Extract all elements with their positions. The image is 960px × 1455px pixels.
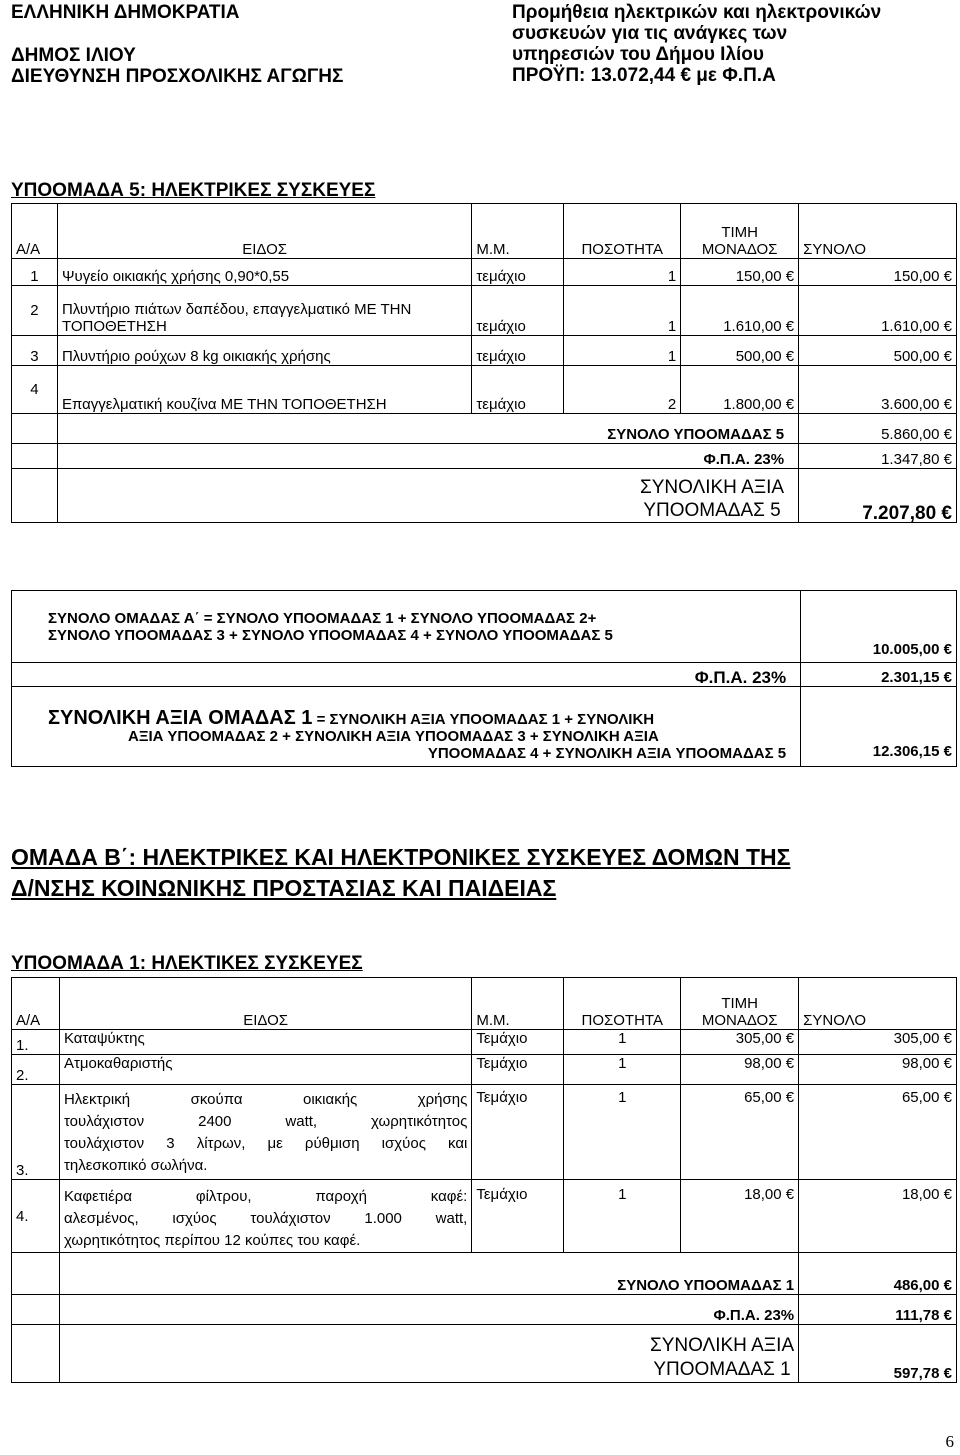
grand-label-block [640, 476, 784, 522]
cell-qty: 1 [564, 1085, 681, 1180]
cell-item-line: αλεσμένος, ισχύος τουλάχιστον 1.000 watt, [63, 1210, 468, 1227]
cell-item [59, 1085, 471, 1180]
header-left [11, 2, 343, 87]
cell-price: 18,00 € [681, 1180, 799, 1253]
cell-unit: Τεμάχιο [472, 1180, 564, 1253]
cell-item: Ατμοκαθαριστής [59, 1055, 471, 1085]
header-right-line: Προμήθεια ηλεκτρικών και ηλεκτρονικών [512, 2, 882, 23]
col-item: ΕΙΔΟΣ [59, 978, 471, 1030]
cell-aa: 1 [12, 259, 58, 286]
cell-aa: 3 [12, 336, 58, 366]
empty-cell [12, 414, 58, 444]
cell-item: Επαγγελματική κουζίνα ΜΕ ΤΗΝ ΤΟΠΟΘΕΤΗΣΗ [57, 366, 471, 414]
cell-total: 150,00 € [799, 259, 957, 286]
cell-aa: 4 [12, 366, 58, 414]
col-total: ΣΥΝΟΛΟ [799, 978, 957, 1030]
groupB-title-line: ΟΜΑΔΑ Β΄: ΗΛΕΚΤΡΙΚΕΣ ΚΑΙ ΗΛΕΚΤΡΟΝΙΚΕΣ ΣΥΣΚΕΥΕΣ ΔΟΜΩΝ ΤΗΣ [11, 844, 791, 870]
table-row [12, 1085, 957, 1180]
cell-price: 305,00 € [681, 1030, 799, 1055]
cell-price: 98,00 € [681, 1055, 799, 1085]
cell-qty: 1 [564, 1180, 681, 1253]
cell-price: 150,00 € [681, 259, 799, 286]
cell-price: 500,00 € [681, 336, 799, 366]
groupA-sum: 10.005,00 € [801, 591, 957, 663]
cell-aa: 4. [12, 1180, 60, 1253]
cell-unit: τεμάχιο [472, 366, 564, 414]
cell-unit: τεμάχιο [472, 286, 564, 336]
header-left-line: ΕΛΛΗΝΙΚΗ ΔΗΜΟΚΡΑΤΙΑ [11, 2, 240, 23]
header-right-line: ΠΡΟΫΠ: 13.072,44 € με Φ.Π.Α [512, 65, 776, 86]
grand-label-line: ΥΠΟΟΜΑΔΑΣ 5 [643, 500, 781, 521]
grand-label-line: ΣΥΝΟΛΙΚΗ ΑΞΙΑ [639, 477, 785, 498]
groupA-grand: 12.306,15 € [801, 687, 957, 767]
cell-item-line: χωρητικότητος περίπου 12 κούπες του καφέ. [63, 1232, 361, 1249]
vat-row [12, 444, 957, 469]
cell-item: Πλυντήριο ρούχων 8 kg οικιακής χρήσης [57, 336, 471, 366]
cell-item: Ψυγείο οικιακής χρήσης 0,90*0,55 [57, 259, 471, 286]
cell-item: Καταψύκτης [59, 1030, 471, 1055]
col-aa: Α/Α [12, 978, 60, 1030]
cell-aa: 1. [12, 1030, 60, 1055]
table-row [12, 259, 957, 286]
groupA-vat-row [12, 663, 957, 687]
sum-value: 486,00 € [799, 1253, 957, 1295]
cell-price: 65,00 € [681, 1085, 799, 1180]
vat-value: 1.347,80 € [799, 444, 957, 469]
col-unit: Μ.Μ. [472, 204, 564, 259]
empty-cell [12, 1295, 60, 1325]
cell-qty: 1 [564, 336, 681, 366]
col-aa: Α/Α [12, 204, 58, 259]
empty-cell [12, 469, 58, 523]
grand-value: 7.207,80 € [799, 469, 957, 523]
header-right-line: υπηρεσιών του Δήμου Ιλίου [512, 44, 764, 65]
empty-cell [12, 444, 58, 469]
cell-total: 98,00 € [799, 1055, 957, 1085]
header-right-line: συσκευών για τις ανάγκες των [512, 23, 788, 44]
col-qty: ΠΟΣΟΤΗΤΑ [564, 978, 681, 1030]
sum-label: ΣΥΝΟΛΟ ΥΠΟΟΜΑΔΑΣ 1 [59, 1253, 798, 1295]
sum-row [12, 414, 957, 444]
grand-row [12, 469, 957, 523]
cell-item-line: τουλάχιστον 2400 watt, χωρητικότητος [63, 1113, 468, 1130]
groupA-grand-line: ΥΠΟΟΜΑΔΑΣ 4 + ΣΥΝΟΛΙΚΗ ΑΞΙΑ ΥΠΟΟΜΑΔΑΣ 5 [427, 745, 787, 762]
cell-item-line: τουλάχιστον 3 λίτρων, με ρύθμιση ισχύος και [63, 1135, 468, 1152]
cell-item: Πλυντήριο πιάτων δαπέδου, επαγγελματικό ΜΕ ΤΗΝ ΤΟΠΟΘΕΤΗΣΗ [57, 286, 471, 336]
groupA-grand-big: ΣΥΝΟΛΙΚΗ ΑΞΙΑ ΟΜΑΔΑΣ 1 [48, 707, 313, 729]
groupA-grand-line: ΑΞΙΑ ΥΠΟΟΜΑΔΑΣ 2 + ΣΥΝΟΛΙΚΗ ΑΞΙΑ ΥΠΟΟΜΑΔΑΣ 3 + ΣΥΝΟΛΙΚΗ ΑΞΙΑ [128, 728, 659, 745]
header-left-line: ΔΙΕΥΘΥΝΣΗ ΠΡΟΣΧΟΛΙΚΗΣ ΑΓΩΓΗΣ [11, 66, 344, 87]
col-price-line: ΤΙΜΗ [721, 995, 758, 1012]
col-price-line: ΜΟΝΑΔΟΣ [701, 241, 778, 258]
col-price-line: ΜΟΝΑΔΟΣ [701, 1012, 778, 1029]
groupB-title-line: Δ/ΝΣΗΣ ΚΟΙΝΩΝΙΚΗΣ ΠΡΟΣΤΑΣΙΑΣ ΚΑΙ ΠΑΙΔΕΙΑΣ [11, 875, 557, 901]
table-row [12, 336, 957, 366]
vat-label: Φ.Π.Α. 23% [59, 1295, 798, 1325]
sum-value: 5.860,00 € [799, 414, 957, 444]
groupA-grand-row [12, 687, 957, 767]
cell-total: 500,00 € [799, 336, 957, 366]
subgroup1-table [11, 977, 957, 1383]
cell-unit: Τεμάχιο [472, 1085, 564, 1180]
col-price [681, 204, 799, 259]
grand-label [59, 1325, 798, 1383]
cell-price: 1.800,00 € [681, 366, 799, 414]
header-left-line: ΔΗΜΟΣ ΙΛΙΟΥ [11, 45, 136, 66]
groupA-line2: ΣΥΝΟΛΟ ΥΠΟΟΜΑΔΑΣ 3 + ΣΥΝΟΛΟ ΥΠΟΟΜΑΔΑΣ 4 + ΣΥΝΟΛΟ ΥΠΟΟΜΑΔΑΣ 5 [48, 626, 613, 644]
cell-item-line: Καφετιέρα φίλτρου, παροχή καφέ: [63, 1188, 468, 1205]
subgroup1-title: ΥΠΟΟΜΑΔΑ 1: ΗΛΕΚΤΙΚΕΣ ΣΥΣΚΕΥΕΣ [11, 953, 363, 974]
subgroup5-table [11, 203, 957, 523]
table-header-row [12, 978, 957, 1030]
grand-label-line: ΥΠΟΟΜΑΔΑΣ 1 [653, 1359, 791, 1380]
vat-row [12, 1295, 957, 1325]
vat-label: Φ.Π.Α. 23% [57, 444, 798, 469]
page-number: 6 [945, 1432, 954, 1451]
col-unit: Μ.Μ. [472, 978, 564, 1030]
grand-label-line: ΣΥΝΟΛΙΚΗ ΑΞΙΑ [649, 1335, 795, 1356]
cell-unit: Τεμάχιο [472, 1030, 564, 1055]
groupB-title [11, 842, 790, 904]
header-right [512, 2, 881, 86]
cell-qty: 1 [564, 1055, 681, 1085]
cell-qty: 1 [564, 286, 681, 336]
vat-value: 111,78 € [799, 1295, 957, 1325]
empty-cell [12, 1325, 60, 1383]
col-item: ΕΙΔΟΣ [57, 204, 471, 259]
cell-total: 305,00 € [799, 1030, 957, 1055]
table-row [12, 286, 957, 336]
groupA-grand-label [12, 687, 801, 767]
cell-total: 18,00 € [799, 1180, 957, 1253]
cell-item-line: Ηλεκτρική σκούπα οικιακής χρήσης [63, 1091, 468, 1108]
cell-unit: Τεμάχιο [472, 1055, 564, 1085]
table-row [12, 1030, 957, 1055]
cell-total: 3.600,00 € [799, 366, 957, 414]
sum-row [12, 1253, 957, 1295]
cell-item [59, 1180, 471, 1253]
grand-label-block [650, 1334, 794, 1382]
grand-row [12, 1325, 957, 1383]
table-row [12, 1055, 957, 1085]
groupA-grand-rest: = ΣΥΝΟΛΙΚΗ ΑΞΙΑ ΥΠΟΟΜΑΔΑΣ 1 + ΣΥΝΟΛΙΚΗ [312, 711, 655, 728]
col-price [681, 978, 799, 1030]
cell-unit: τεμάχιο [472, 259, 564, 286]
groupA-vat: 2.301,15 € [801, 663, 957, 687]
grand-label [57, 469, 798, 523]
cell-aa: 2 [12, 286, 58, 336]
subgroup5-title: ΥΠΟΟΜΑΔΑ 5: ΗΛΕΚΤΡΙΚΕΣ ΣΥΣΚΕΥΕΣ [11, 180, 376, 201]
cell-qty: 1 [564, 259, 681, 286]
cell-qty: 2 [564, 366, 681, 414]
groupA-table [11, 590, 957, 767]
cell-aa: 2. [12, 1055, 60, 1085]
cell-total: 65,00 € [799, 1085, 957, 1180]
groupA-vat-label: Φ.Π.Α. 23% [12, 663, 801, 687]
table-header-row [12, 204, 957, 259]
cell-total: 1.610,00 € [799, 286, 957, 336]
cell-aa: 3. [12, 1085, 60, 1180]
cell-item-line: τηλεσκοπικό σωλήνα. [63, 1157, 208, 1174]
sum-label: ΣΥΝΟΛΟ ΥΠΟΟΜΑΔΑΣ 5 [57, 414, 798, 444]
groupA-sum-row [12, 591, 957, 663]
cell-price: 1.610,00 € [681, 286, 799, 336]
col-total: ΣΥΝΟΛΟ [799, 204, 957, 259]
col-qty: ΠΟΣΟΤΗΤΑ [564, 204, 681, 259]
table-row [12, 1180, 957, 1253]
groupA-grand-line [48, 707, 786, 729]
groupA-sum-label [12, 591, 801, 663]
grand-value: 597,78 € [799, 1325, 957, 1383]
groupA-line1: ΣΥΝΟΛΟ ΟΜΑΔΑΣ Α΄ = ΣΥΝΟΛΟ ΥΠΟΟΜΑΔΑΣ 1 + ΣΥΝΟΛΟ ΥΠΟΟΜΑΔΑΣ 2+ [48, 609, 597, 627]
col-price-line: ΤΙΜΗ [721, 224, 758, 241]
table-row [12, 366, 957, 414]
empty-cell [12, 1253, 60, 1295]
cell-unit: τεμάχιο [472, 336, 564, 366]
cell-qty: 1 [564, 1030, 681, 1055]
